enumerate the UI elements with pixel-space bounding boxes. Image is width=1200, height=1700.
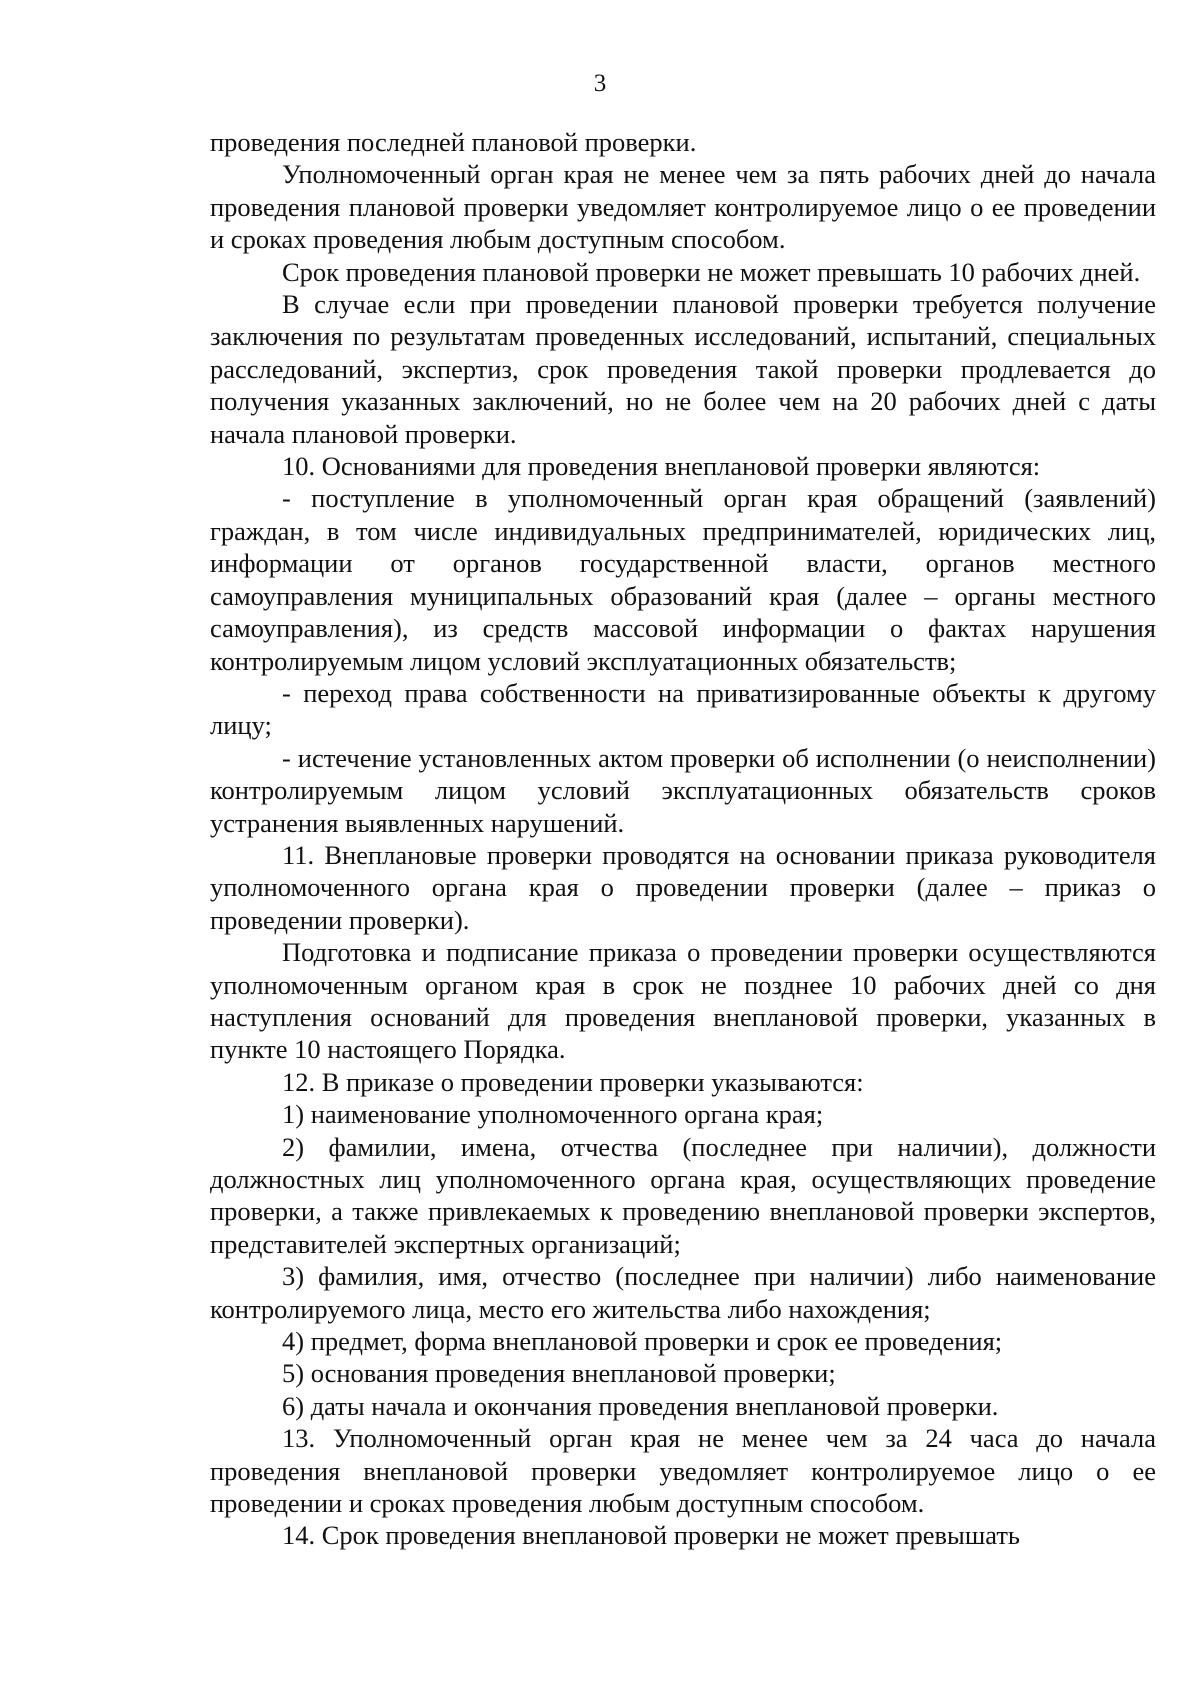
paragraph-continuation: проведения последней плановой проверки. bbox=[210, 127, 697, 157]
paragraph-notification: Уполномоченный орган края не менее чем за пять рабочих дней до начала проведения плановой проверки уведомляет контролируемое лицо о ее проведении и сроках проведения любым доступным способом. bbox=[210, 159, 1156, 255]
paragraph-item-12-6: 6) даты начала и окончания проведения внеплановой проверки. bbox=[282, 1390, 999, 1421]
paragraph-item-12-2: 2) фамилии, имена, отчества (последнее при наличии), должности должностных лиц уполномоченного органа края, осуществляющих проведение проверки, а также привлекаемых к проведению внеплановой проверки экспертов, представителей экспертных организаций; bbox=[210, 1131, 1156, 1259]
document-body bbox=[210, 126, 1156, 1552]
paragraph-item-13: 13. Уполномоченный орган края не менее чем за 24 часа до начала проведения внеплановой проверки уведомляет контролируемое лицо о ее проведении и сроках проведения любым доступным способом. bbox=[210, 1423, 1156, 1519]
paragraph-item-10-bullet-3: - истечение установленных актом проверки об исполнении (о неисполнении) контролируемым лицом условий эксплуатационных обязательств сроков устранения выявленных нарушений. bbox=[210, 742, 1156, 838]
paragraph-item-10-bullet-1: - поступление в уполномоченный орган края обращений (заявлений) граждан, в том числе индивидуальных предпринимателей, юридических лиц, информации от органов государственной власти, органов местного самоуправления муниципальных образований края (далее – органы местного самоуправления), из средств массовой информации о фактах нарушения контролируемым лицом условий эксплуатационных обязательств; bbox=[210, 483, 1156, 676]
paragraph-order-preparation: Подготовка и подписание приказа о проведении проверки осуществляются уполномоченным органом края в срок не позднее 10 рабочих дней со дня наступления оснований для проведения внеплановой проверки, указанных в пункте 10 настоящего Порядка. bbox=[210, 937, 1156, 1065]
paragraph-item-12-5: 5) основания проведения внеплановой проверки; bbox=[282, 1358, 836, 1389]
paragraph-item-10: 10. Основаниями для проведения внеплановой проверки являются: bbox=[282, 451, 1041, 482]
paragraph-item-12-1: 1) наименование уполномоченного органа края; bbox=[282, 1099, 824, 1130]
paragraph-item-12-4: 4) предмет, форма внеплановой проверки и срок ее проведения; bbox=[282, 1326, 1003, 1357]
paragraph-item-10-bullet-2: - переход права собственности на приватизированные объекты к другому лицу; bbox=[210, 677, 1156, 741]
paragraph-item-12-3: 3) фамилия, имя, отчество (последнее при наличии) либо наименование контролируемого лица, место его жительства либо нахождения; bbox=[210, 1261, 1156, 1324]
paragraph-planned-duration: Срок проведения плановой проверки не может превышать 10 рабочих дней. bbox=[282, 256, 1141, 287]
page-number: 3 bbox=[593, 70, 607, 97]
paragraph-item-14: 14. Срок проведения внеплановой проверки не может превышать bbox=[282, 1520, 1020, 1551]
paragraph-extension: В случае если при проведении плановой проверки требуется получение заключения по результатам проведенных исследований, испытаний, специальных расследований, экспертиз, срок проведения такой проверки продлевается до получения указанных заключений, но не более чем на 20 рабочих дней с даты начала плановой проверки. bbox=[210, 289, 1156, 449]
paragraph-item-11: 11. Внеплановые проверки проводятся на основании приказа руководителя уполномоченного органа края о проведении проверки (далее – приказ о проведении проверки). bbox=[210, 839, 1156, 935]
paragraph-item-12: 12. В приказе о проведении проверки указываются: bbox=[282, 1066, 864, 1097]
